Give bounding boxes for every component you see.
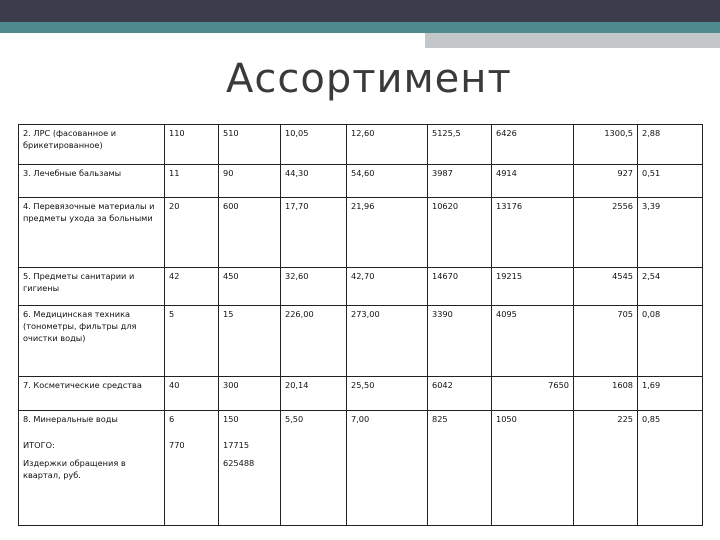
costs-label: Издержки обращения в квартал, руб. xyxy=(23,457,126,480)
table-row xyxy=(19,198,703,268)
table-row xyxy=(19,377,703,411)
cell: 44,30 xyxy=(281,165,347,198)
cell: 5 xyxy=(165,306,219,377)
assortment-table xyxy=(18,124,703,526)
cell: 90 xyxy=(219,165,281,198)
cell: 927 xyxy=(574,165,638,198)
cell: 0,85 xyxy=(638,411,703,526)
cell: 450 xyxy=(219,268,281,306)
cell xyxy=(219,411,281,526)
cell: 5,50 xyxy=(281,411,347,526)
cell: 225 xyxy=(574,411,638,526)
cell: 20 xyxy=(165,198,219,268)
cell-value: 150 xyxy=(223,414,239,424)
row-name: 5. Предметы санитарии и гигиены xyxy=(19,268,165,306)
cell: 10620 xyxy=(428,198,492,268)
total-label: ИТОГО: xyxy=(23,439,55,450)
row-name: 6. Медицинская техника (тонометры, фильтры для очистки воды) xyxy=(19,306,165,377)
row-name: 4. Перевязочные материалы и предметы ухода за больными xyxy=(19,198,165,268)
table-row xyxy=(19,411,703,526)
cell: 10,05 xyxy=(281,125,347,165)
cell: 17,70 xyxy=(281,198,347,268)
row-name: 2. ЛРС (фасованное и брикетированное) xyxy=(19,125,165,165)
table-row xyxy=(19,165,703,198)
costs-value: 625488 xyxy=(223,457,255,468)
cell: 40 xyxy=(165,377,219,411)
top-dark-band xyxy=(0,0,720,22)
row-name: 3. Лечебные бальзамы xyxy=(19,165,165,198)
cell: 273,00 xyxy=(347,306,428,377)
cell: 600 xyxy=(219,198,281,268)
cell: 4914 xyxy=(492,165,574,198)
cell: 2,88 xyxy=(638,125,703,165)
cell: 226,00 xyxy=(281,306,347,377)
cell: 5125,5 xyxy=(428,125,492,165)
row-name xyxy=(19,411,165,526)
row-label: 8. Минеральные воды xyxy=(23,414,118,424)
cell: 1608 xyxy=(574,377,638,411)
cell: 0,08 xyxy=(638,306,703,377)
cell: 4095 xyxy=(492,306,574,377)
top-white-band xyxy=(0,33,425,48)
cell: 19215 xyxy=(492,268,574,306)
row-name: 7. Косметические средства xyxy=(19,377,165,411)
table-row xyxy=(19,268,703,306)
cell: 510 xyxy=(219,125,281,165)
cell: 42 xyxy=(165,268,219,306)
cell: 42,70 xyxy=(347,268,428,306)
cell: 300 xyxy=(219,377,281,411)
cell: 3,39 xyxy=(638,198,703,268)
cell: 3987 xyxy=(428,165,492,198)
table-row xyxy=(19,125,703,165)
cell xyxy=(165,411,219,526)
cell: 11 xyxy=(165,165,219,198)
slide-title: Ассортимент xyxy=(226,56,512,102)
cell: 7,00 xyxy=(347,411,428,526)
cell: 13176 xyxy=(492,198,574,268)
total-value: 770 xyxy=(169,439,185,450)
cell: 2556 xyxy=(574,198,638,268)
total-value: 17715 xyxy=(223,439,250,450)
cell: 32,60 xyxy=(281,268,347,306)
cell: 1050 xyxy=(492,411,574,526)
cell: 21,96 xyxy=(347,198,428,268)
cell: 825 xyxy=(428,411,492,526)
top-teal-band xyxy=(0,22,720,33)
cell: 25,50 xyxy=(347,377,428,411)
cell: 12,60 xyxy=(347,125,428,165)
cell: 14670 xyxy=(428,268,492,306)
cell: 6426 xyxy=(492,125,574,165)
cell: 15 xyxy=(219,306,281,377)
cell-value: 6 xyxy=(169,414,175,424)
cell: 1300,5 xyxy=(574,125,638,165)
cell: 54,60 xyxy=(347,165,428,198)
cell: 705 xyxy=(574,306,638,377)
cell: 2,54 xyxy=(638,268,703,306)
cell: 7650 xyxy=(492,377,574,411)
cell: 110 xyxy=(165,125,219,165)
cell: 1,69 xyxy=(638,377,703,411)
top-gray-band xyxy=(425,33,720,48)
cell: 4545 xyxy=(574,268,638,306)
cell: 20,14 xyxy=(281,377,347,411)
cell: 6042 xyxy=(428,377,492,411)
table-row xyxy=(19,306,703,377)
cell: 3390 xyxy=(428,306,492,377)
cell: 0,51 xyxy=(638,165,703,198)
